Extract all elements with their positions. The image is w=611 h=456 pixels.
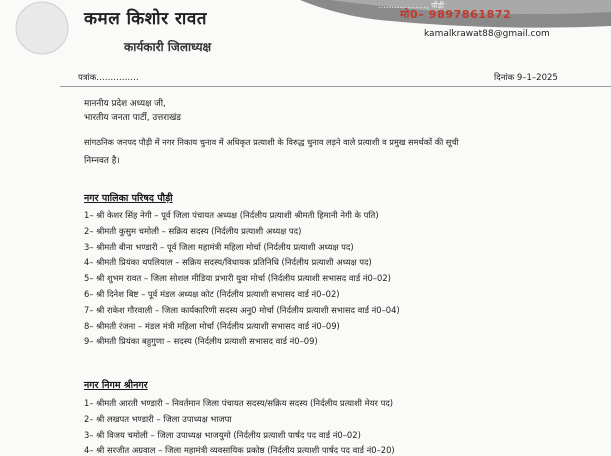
- list-item: 3– श्री विजय चमोली – जिला उपाध्यक्ष भाजयुमो (निर्दलीय प्रत्याशी पार्षद पद वार्ड नं0–02): [84, 429, 361, 440]
- list-item: 6– श्री दिनेश बिष्ट – पूर्व मंडल अध्यक्ष कोट (निर्दलीय प्रत्याशी सभासद वार्ड नं0–02): [84, 288, 340, 299]
- letterhead-name: कमल किशोर रावत: [84, 9, 207, 29]
- list-item: 5– श्री शुभम रावत – जिला सोशल मीडिया प्रभारी युवा मोर्चा (निर्दलीय प्रत्याशी सभासद वार्ड नं0–02): [84, 273, 391, 284]
- recipient-line-1: माननीय प्रदेश अध्यक्ष जी,: [84, 99, 166, 109]
- recipient-line-2: भारतीय जनता पार्टी, उत्तराखंड: [84, 113, 182, 123]
- letter-date: दिनांक 9–1–2025: [494, 73, 558, 83]
- list-item: 3– श्रीमती बीना भण्डारी – पूर्व जिला महामंत्री महिला मोर्चा (निर्दलीय प्रत्याशी अध्यक्ष पद): [84, 241, 354, 252]
- list-item: 9– श्रीमती प्रियंका बहुगुणा – सदस्य (निर्दलीय प्रत्याशी सभासद वार्ड नं0–09): [84, 336, 318, 347]
- list-item: 2– श्रीमती कुसुम चमोली – सक्रिय सदस्य (निर्दलीय प्रत्याशी अध्यक्ष पद): [84, 225, 302, 236]
- intro-line-2: निम्नवत है।: [84, 156, 120, 166]
- list-item: 1– श्रीमती आरती भण्डारी – निवर्तमान जिला पंचायत सदस्य/सक्रिय सदस्य (निर्दलीय प्रत्याशी मेयर पद): [84, 398, 394, 408]
- list-item: 7– श्री राकेश गौरवाली – जिला कार्यकारिणी सदस्य अनु0 मोर्चा (निर्दलीय प्रत्याशी सभासद वार्ड नं0–04): [84, 304, 400, 315]
- party-logo: [16, 2, 68, 54]
- section-heading-pauri: नगर पालिका परिषद पौड़ी: [84, 193, 173, 204]
- list-item: 1– श्री केशर सिंह नेगी – पूर्व जिला पंचायत अध्यक्ष (निर्दलीय प्रत्याशी श्रीमती हिमानी नेगी के पति): [84, 210, 379, 220]
- list-item: 8– श्रीमती रंजना – मंडल मंत्री महिला मोर्चा (निर्दलीय प्रत्याशी सभासद वार्ड नं0–09): [84, 320, 340, 331]
- header-rule: [60, 86, 611, 87]
- srinagar-candidate-list: [84, 396, 395, 456]
- list-item: 2– श्री लखपत भण्डारी – जिला उपाध्यक्ष भाजपा: [84, 413, 232, 424]
- letterhead-email: kamalkrawat88@gmail.com: [424, 29, 550, 39]
- reference-number: पत्रांक……………: [78, 73, 139, 83]
- section-heading-srinagar: नगर निगम श्रीनगर: [84, 380, 148, 391]
- list-item: 4– श्रीमती प्रियंका थपलियाल – सक्रिय सदस्य/विधायक प्रतिनिधि (निर्दलीय प्रत्याशी अध्यक्ष पद): [84, 257, 372, 268]
- letterhead-phone: मो0– 9897861872: [400, 8, 512, 21]
- pauri-candidate-list: [84, 208, 400, 350]
- letterhead-address: ………………, पौड़ी: [378, 1, 445, 10]
- intro-line-1: सांगठनिक जनपद पौड़ी में नगर निकाय चुनाव में अधिकृत प्रत्याशी के विरुद्ध चुनाव लड़ने वाले प्रत्याशी व प्रमुख समर्थकों की सूची: [84, 137, 459, 147]
- list-item: 4– श्री सरजीत अग्रवाल – जिला महामंत्री व्यवसायिक प्रकोष्ठ (निर्दलीय प्रत्याशी पार्षद पद वार्ड नं0–20): [84, 445, 395, 456]
- letterhead-designation: कार्यकारी जिलाध्यक्ष: [124, 40, 212, 54]
